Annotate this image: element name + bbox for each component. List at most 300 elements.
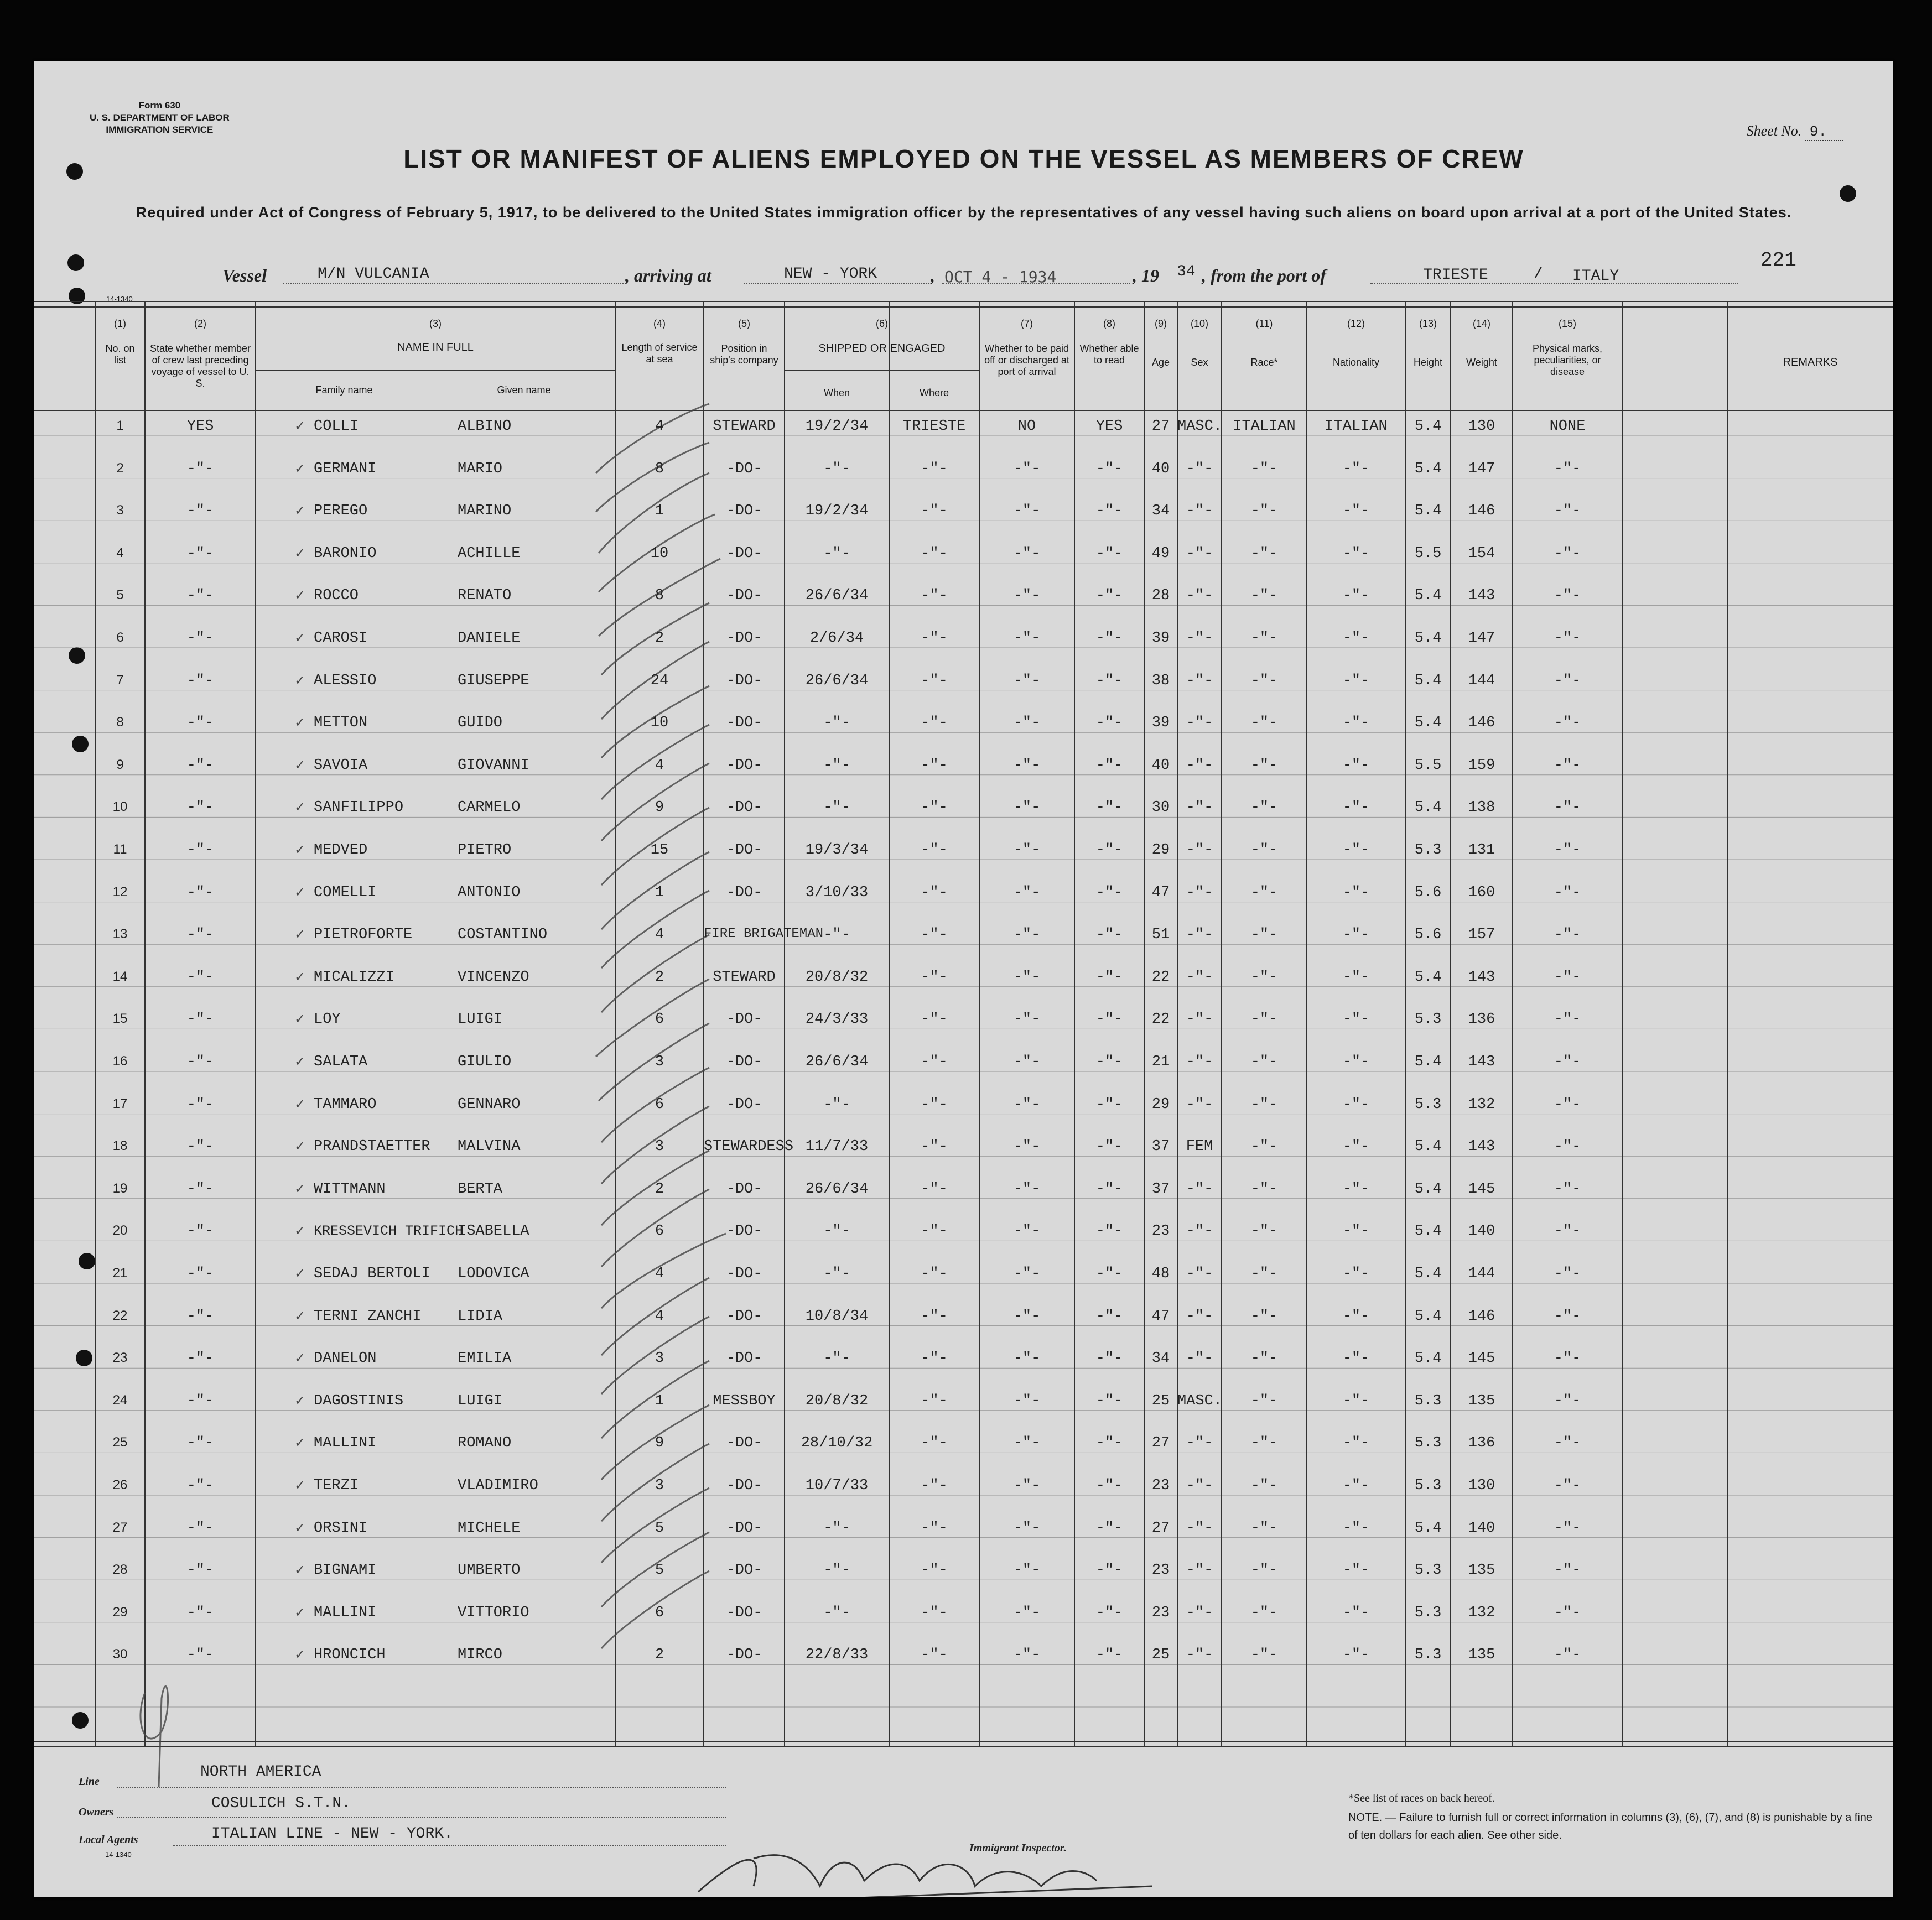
cell-weight: 136: [1468, 1435, 1495, 1452]
cell-where: -"-: [921, 1604, 948, 1621]
cell-when: -"-: [823, 1266, 850, 1282]
cell-prev: -"-: [186, 1308, 214, 1325]
cell-race: -"-: [1250, 1011, 1278, 1028]
cell-race: -"-: [1250, 757, 1278, 774]
cell-weight: 143: [1468, 587, 1495, 605]
cell-when: -"-: [823, 757, 850, 774]
year-prefix: , 19: [1133, 266, 1159, 285]
cell-prev: -"-: [186, 884, 214, 901]
cell-marks: -"-: [1554, 715, 1581, 732]
cell-paid: -"-: [1013, 1011, 1041, 1028]
cell-given: PIETRO: [458, 842, 512, 858]
cell-height: 5.4: [1414, 799, 1442, 816]
column-header-c14: Weight: [1466, 357, 1497, 368]
cell-race: -"-: [1250, 1054, 1278, 1070]
cell-family: SAVOIA: [314, 757, 368, 774]
cell-marks: -"-: [1554, 1011, 1581, 1028]
table-row: [34, 711, 1893, 754]
cell-weight: 143: [1468, 1138, 1495, 1156]
cell-position: -DO-: [726, 1604, 762, 1621]
cell-service: 6: [655, 1011, 664, 1028]
cell-when: 19/2/34: [805, 418, 869, 435]
cell-where: -"-: [921, 1054, 948, 1070]
cell-sex: -"-: [1186, 1647, 1213, 1664]
cell-race: -"-: [1250, 1435, 1278, 1452]
cell-given: DANIELE: [458, 630, 521, 647]
cell-prev: -"-: [186, 1520, 214, 1537]
cell-where: -"-: [921, 1138, 948, 1156]
cell-weight: 146: [1468, 1308, 1495, 1325]
cell-paid: -"-: [1013, 1520, 1041, 1537]
cell-nat: -"-: [1342, 1138, 1370, 1156]
cell-age: 47: [1151, 1308, 1170, 1325]
check-mark-icon: ✓: [294, 1096, 306, 1112]
cell-sex: -"-: [1186, 1266, 1213, 1282]
table-row: [34, 1093, 1893, 1136]
cell-race: -"-: [1250, 1308, 1278, 1325]
cell-given: MICHELE: [458, 1520, 521, 1537]
cell-weight: 146: [1468, 715, 1495, 732]
cell-nat: -"-: [1342, 460, 1370, 477]
column-number-c9: (9): [1155, 318, 1167, 329]
cell-race: -"-: [1250, 1520, 1278, 1537]
table-row: [34, 966, 1893, 1008]
cell-marks: -"-: [1554, 1266, 1581, 1282]
cell-position: -DO-: [726, 1647, 762, 1664]
cell-given: ALBINO: [458, 418, 512, 435]
check-mark-icon: ✓: [294, 460, 306, 476]
cell-where: -"-: [921, 1392, 948, 1409]
column-number-c4: (4): [653, 318, 666, 329]
cell-weight: 135: [1468, 1647, 1495, 1664]
cell-sex: -"-: [1186, 460, 1213, 477]
cell-no: 19: [112, 1180, 128, 1196]
signature-drawing: [698, 1855, 1152, 1897]
cell-paid: -"-: [1013, 1138, 1041, 1156]
cell-family: MICALIZZI: [314, 969, 394, 986]
cell-height: 5.3: [1414, 1477, 1442, 1494]
cell-nat: -"-: [1342, 1647, 1370, 1664]
cell-race: -"-: [1250, 460, 1278, 477]
cell-paid: -"-: [1013, 587, 1041, 605]
table-row: [34, 1432, 1893, 1474]
cell-height: 5.6: [1414, 884, 1442, 901]
cell-no: 15: [112, 1011, 128, 1027]
cell-when: 20/8/32: [805, 1392, 869, 1409]
cell-race: -"-: [1250, 587, 1278, 605]
cell-given: LIDIA: [458, 1308, 503, 1325]
from-port: TRIESTE: [1423, 267, 1488, 284]
cell-marks: -"-: [1554, 1180, 1581, 1198]
cell-no: 4: [116, 545, 124, 560]
cell-given: EMILIA: [458, 1350, 512, 1367]
cell-family: ORSINI: [314, 1520, 368, 1537]
cell-where: -"-: [921, 927, 948, 944]
cell-read: -"-: [1095, 1562, 1123, 1579]
cell-no: 1: [116, 418, 124, 433]
cell-read: -"-: [1095, 1604, 1123, 1621]
cell-race: -"-: [1250, 1647, 1278, 1664]
cell-given: GIOVANNI: [458, 757, 529, 774]
cell-height: 5.4: [1414, 1308, 1442, 1325]
cell-weight: 131: [1468, 842, 1495, 858]
cell-given: ACHILLE: [458, 545, 521, 562]
cell-race: -"-: [1250, 1138, 1278, 1156]
column-header-when: When: [823, 387, 850, 398]
column-header-c7: Whether to be paid off or discharged at port of arrival: [984, 343, 1069, 377]
cell-marks: -"-: [1554, 1562, 1581, 1579]
check-mark-icon: ✓: [294, 630, 306, 646]
cell-age: 38: [1151, 672, 1170, 689]
cell-age: 27: [1151, 1520, 1170, 1537]
cell-paid: -"-: [1013, 799, 1041, 816]
cell-height: 5.3: [1414, 1562, 1442, 1579]
table-row: [34, 1305, 1893, 1347]
cell-age: 29: [1151, 842, 1170, 858]
cell-race: -"-: [1250, 884, 1278, 901]
cell-height: 5.4: [1414, 503, 1442, 520]
cell-family: ALESSIO: [314, 672, 377, 689]
cell-when: 20/8/32: [805, 969, 869, 986]
cell-family: SALATA: [314, 1054, 368, 1070]
cell-age: 27: [1151, 418, 1170, 435]
cell-sex: -"-: [1186, 1011, 1213, 1028]
cell-marks: -"-: [1554, 503, 1581, 520]
check-mark-icon: ✓: [294, 1604, 306, 1620]
cell-family: GERMANI: [314, 460, 377, 477]
cell-read: -"-: [1095, 1180, 1123, 1198]
cell-family: PIETROFORTE: [314, 927, 413, 944]
cell-service: 2: [655, 969, 664, 986]
cell-where: -"-: [921, 715, 948, 732]
cell-sex: -"-: [1186, 927, 1213, 944]
cell-age: 23: [1151, 1604, 1170, 1621]
cell-when: 26/6/34: [805, 672, 869, 689]
cell-when: -"-: [823, 715, 850, 732]
cell-family: COLLI: [314, 418, 359, 435]
column-number-c8: (8): [1103, 318, 1115, 329]
cell-weight: 132: [1468, 1096, 1495, 1113]
column-header-name-in-full: NAME IN FULL: [397, 341, 474, 353]
cell-sex: -"-: [1186, 1477, 1213, 1494]
column-header-c15: Physical marks, peculiarities, or disease: [1532, 343, 1603, 377]
cell-where: -"-: [921, 1562, 948, 1579]
cell-position: -DO-: [726, 460, 762, 477]
cell-service: 5: [655, 1520, 664, 1537]
cell-given: BERTA: [458, 1180, 503, 1198]
check-mark-icon: ✓: [294, 672, 306, 688]
column-number-c7: (7): [1021, 318, 1033, 329]
check-mark-icon: ✓: [294, 1477, 306, 1493]
cell-service: 3: [655, 1477, 664, 1494]
cell-when: -"-: [823, 799, 850, 816]
cell-read: -"-: [1095, 799, 1123, 816]
cell-height: 5.3: [1414, 1604, 1442, 1621]
cell-age: 21: [1151, 1054, 1170, 1070]
from-country: ITALY: [1572, 268, 1619, 285]
cell-given: UMBERTO: [458, 1562, 521, 1579]
cell-race: -"-: [1250, 1223, 1278, 1240]
cell-service: 4: [655, 757, 664, 774]
check-mark-icon: ✓: [294, 757, 306, 773]
table-row: [34, 839, 1893, 881]
arrival-port: NEW - YORK: [784, 266, 877, 283]
cell-where: -"-: [921, 757, 948, 774]
cell-read: -"-: [1095, 969, 1123, 986]
cell-prev: -"-: [186, 927, 214, 944]
cell-no: 24: [112, 1392, 128, 1408]
cell-nat: -"-: [1342, 1392, 1370, 1409]
cell-race: -"-: [1250, 630, 1278, 647]
cell-service: 3: [655, 1054, 664, 1070]
page-subtitle: Required under Act of Congress of February 5, 1917, to be delivered to the United States immigration officer by the representatives of any vessel having such aliens on board upon arrival at a port of the United States.: [136, 204, 1792, 221]
cell-height: 5.4: [1414, 1266, 1442, 1282]
cell-family: KRESSEVICH TRIFICH: [314, 1223, 464, 1240]
table-row: [34, 669, 1893, 712]
cell-read: -"-: [1095, 884, 1123, 901]
table-row: [34, 1559, 1893, 1601]
cell-when: -"-: [823, 545, 850, 562]
cell-prev: -"-: [186, 672, 214, 689]
cell-when: 19/3/34: [805, 842, 869, 858]
arriving-label: , arriving at: [625, 266, 711, 285]
cell-height: 5.5: [1414, 545, 1442, 562]
cell-height: 5.4: [1414, 1054, 1442, 1070]
cell-sex: -"-: [1186, 587, 1213, 605]
form-number: Form 630: [138, 100, 181, 111]
column-number-c2: (2): [194, 318, 206, 329]
cell-marks: -"-: [1554, 587, 1581, 605]
cell-height: 5.4: [1414, 715, 1442, 732]
cell-when: 26/6/34: [805, 1180, 869, 1198]
check-mark-icon: ✓: [294, 884, 306, 900]
cell-marks: -"-: [1554, 1604, 1581, 1621]
cell-nat: -"-: [1342, 1180, 1370, 1198]
cell-sex: -"-: [1186, 630, 1213, 647]
cell-read: -"-: [1095, 1096, 1123, 1113]
cell-position: -DO-: [726, 1011, 762, 1028]
table-row: [34, 1262, 1893, 1305]
cell-position: -DO-: [726, 1562, 762, 1579]
cell-prev: YES: [186, 418, 214, 435]
table-row: [34, 1220, 1893, 1262]
cell-paid: -"-: [1013, 1308, 1041, 1325]
cell-prev: -"-: [186, 1223, 214, 1240]
owners-name: COSULICH S.T.N.: [211, 1795, 351, 1812]
cell-marks: -"-: [1554, 842, 1581, 858]
cell-position: -DO-: [726, 672, 762, 689]
cell-nat: -"-: [1342, 1054, 1370, 1070]
cell-position: -DO-: [726, 715, 762, 732]
cell-nat: -"-: [1342, 799, 1370, 816]
cell-no: 18: [112, 1138, 128, 1154]
cell-family: MALLINI: [314, 1604, 377, 1621]
cell-family: MALLINI: [314, 1435, 377, 1452]
agents-label: Local Agents: [79, 1834, 138, 1846]
cell-family: MEDVED: [314, 842, 368, 858]
cell-paid: -"-: [1013, 630, 1041, 647]
cell-read: -"-: [1095, 715, 1123, 732]
cell-service: 4: [655, 1266, 664, 1282]
cell-sex: -"-: [1186, 1562, 1213, 1579]
cell-given: ISABELLA: [458, 1223, 529, 1240]
cell-no: 14: [112, 969, 128, 984]
cell-age: 28: [1151, 587, 1170, 605]
cell-sex: -"-: [1186, 1350, 1213, 1367]
stamp-number: 221: [1760, 249, 1796, 272]
cell-position: -DO-: [726, 1308, 762, 1325]
cell-position: -DO-: [726, 545, 762, 562]
cell-prev: -"-: [186, 757, 214, 774]
table-row: [34, 1517, 1893, 1559]
cell-age: 22: [1151, 1011, 1170, 1028]
cell-read: -"-: [1095, 927, 1123, 944]
cell-age: 40: [1151, 460, 1170, 477]
cell-marks: -"-: [1554, 969, 1581, 986]
cell-when: 26/6/34: [805, 1054, 869, 1070]
cell-sex: -"-: [1186, 757, 1213, 774]
cell-family: LOY: [314, 1011, 341, 1028]
cell-race: -"-: [1250, 799, 1278, 816]
cell-where: -"-: [921, 1435, 948, 1452]
cell-no: 23: [112, 1350, 128, 1366]
cell-given: GENNARO: [458, 1096, 521, 1113]
column-number-c11: (11): [1255, 318, 1273, 329]
cell-marks: -"-: [1554, 1138, 1581, 1156]
cell-paid: -"-: [1013, 1350, 1041, 1367]
cell-no: 5: [116, 587, 124, 603]
cell-marks: -"-: [1554, 672, 1581, 689]
check-mark-icon: ✓: [294, 1054, 306, 1069]
check-mark-icon: ✓: [294, 1562, 306, 1578]
page-title: LIST OR MANIFEST OF ALIENS EMPLOYED ON THE VESSEL AS MEMBERS OF CREW: [403, 144, 1524, 173]
cell-service: 1: [655, 884, 664, 901]
cell-given: CARMELO: [458, 799, 521, 816]
table-row: [34, 1050, 1893, 1093]
cell-service: 15: [650, 842, 669, 858]
cell-read: -"-: [1095, 1477, 1123, 1494]
vessel-label: Vessel: [222, 266, 267, 285]
cell-service: 9: [655, 799, 664, 816]
column-header-c4: Length of service at sea: [621, 342, 698, 365]
cell-weight: 157: [1468, 927, 1495, 944]
cell-given: VINCENZO: [458, 969, 529, 986]
cell-age: 22: [1151, 969, 1170, 986]
cell-nat: -"-: [1342, 1520, 1370, 1537]
cell-prev: -"-: [186, 1096, 214, 1113]
table-row: [34, 584, 1893, 627]
cell-service: 4: [655, 1308, 664, 1325]
cell-where: -"-: [921, 1520, 948, 1537]
cell-sex: -"-: [1186, 503, 1213, 520]
cell-given: GUIDO: [458, 715, 503, 732]
table-row: [34, 1601, 1893, 1644]
cell-read: -"-: [1095, 1054, 1123, 1070]
cell-read: -"-: [1095, 672, 1123, 689]
cell-prev: -"-: [186, 1350, 214, 1367]
cell-family: DAGOSTINIS: [314, 1392, 404, 1409]
cell-given: RENATO: [458, 587, 512, 605]
cell-position: MESSBOY: [713, 1392, 776, 1409]
cell-where: -"-: [921, 1096, 948, 1113]
check-mark-icon: ✓: [294, 1435, 306, 1451]
cell-family: METTON: [314, 715, 368, 732]
cell-family: WITTMANN: [314, 1180, 386, 1198]
cell-service: 6: [655, 1604, 664, 1621]
sheet-number-value: 9.: [1805, 123, 1843, 141]
table-row: [34, 923, 1893, 966]
cell-position: -DO-: [726, 1520, 762, 1537]
cell-nat: -"-: [1342, 1350, 1370, 1367]
cell-when: 3/10/33: [805, 884, 869, 901]
cell-position: -DO-: [726, 884, 762, 901]
owners-label: Owners: [79, 1806, 114, 1818]
table-row: [34, 881, 1893, 924]
cell-weight: 132: [1468, 1604, 1495, 1621]
arrival-date-stamp: OCT 4 - 1934: [944, 268, 1057, 286]
cell-height: 5.4: [1414, 1180, 1442, 1198]
column-number-c6: (6): [876, 318, 888, 329]
cell-weight: 154: [1468, 545, 1495, 562]
cell-nat: -"-: [1342, 1011, 1370, 1028]
cell-paid: -"-: [1013, 460, 1041, 477]
cell-prev: -"-: [186, 1647, 214, 1664]
service-name: IMMIGRATION SERVICE: [106, 124, 214, 135]
check-mark-icon: ✓: [294, 1647, 306, 1663]
cell-given: LUIGI: [458, 1011, 503, 1028]
cell-read: -"-: [1095, 1266, 1123, 1282]
cell-when: -"-: [823, 1350, 850, 1367]
cell-sex: -"-: [1186, 545, 1213, 562]
cell-where: -"-: [921, 460, 948, 477]
cell-given: MIRCO: [458, 1647, 503, 1664]
cell-no: 3: [116, 503, 124, 518]
cell-height: 5.4: [1414, 587, 1442, 605]
cell-no: 28: [112, 1562, 128, 1578]
cell-no: 12: [112, 884, 128, 899]
arrival-year: 34: [1177, 263, 1196, 280]
cell-sex: -"-: [1186, 842, 1213, 858]
cell-weight: 136: [1468, 1011, 1495, 1028]
cell-height: 5.3: [1414, 1096, 1442, 1113]
cell-prev: -"-: [186, 1435, 214, 1452]
cell-race: -"-: [1250, 1392, 1278, 1409]
cell-read: -"-: [1095, 630, 1123, 647]
column-header-c8: Whether able to read: [1079, 343, 1139, 366]
cell-service: 24: [650, 672, 669, 689]
cell-age: 39: [1151, 630, 1170, 647]
sheet-number-label: Sheet No.: [1746, 123, 1802, 139]
cell-service: 4: [655, 927, 664, 944]
cell-race: -"-: [1250, 1180, 1278, 1198]
cell-marks: -"-: [1554, 1350, 1581, 1367]
cell-prev: -"-: [186, 503, 214, 520]
check-mark-icon: ✓: [294, 1308, 306, 1324]
column-number-c1: (1): [114, 318, 126, 329]
cell-position: -DO-: [726, 1054, 762, 1070]
cell-height: 5.6: [1414, 927, 1442, 944]
cell-no: 25: [112, 1435, 128, 1450]
cell-where: TRIESTE: [902, 418, 966, 435]
cell-height: 5.4: [1414, 418, 1442, 435]
cell-service: 3: [655, 1350, 664, 1367]
cell-position: -DO-: [726, 757, 762, 774]
slash-separator: /: [1534, 266, 1543, 283]
cell-no: 2: [116, 460, 124, 476]
cell-given: MALVINA: [458, 1138, 521, 1156]
cell-age: 34: [1151, 503, 1170, 520]
cell-prev: -"-: [186, 799, 214, 816]
